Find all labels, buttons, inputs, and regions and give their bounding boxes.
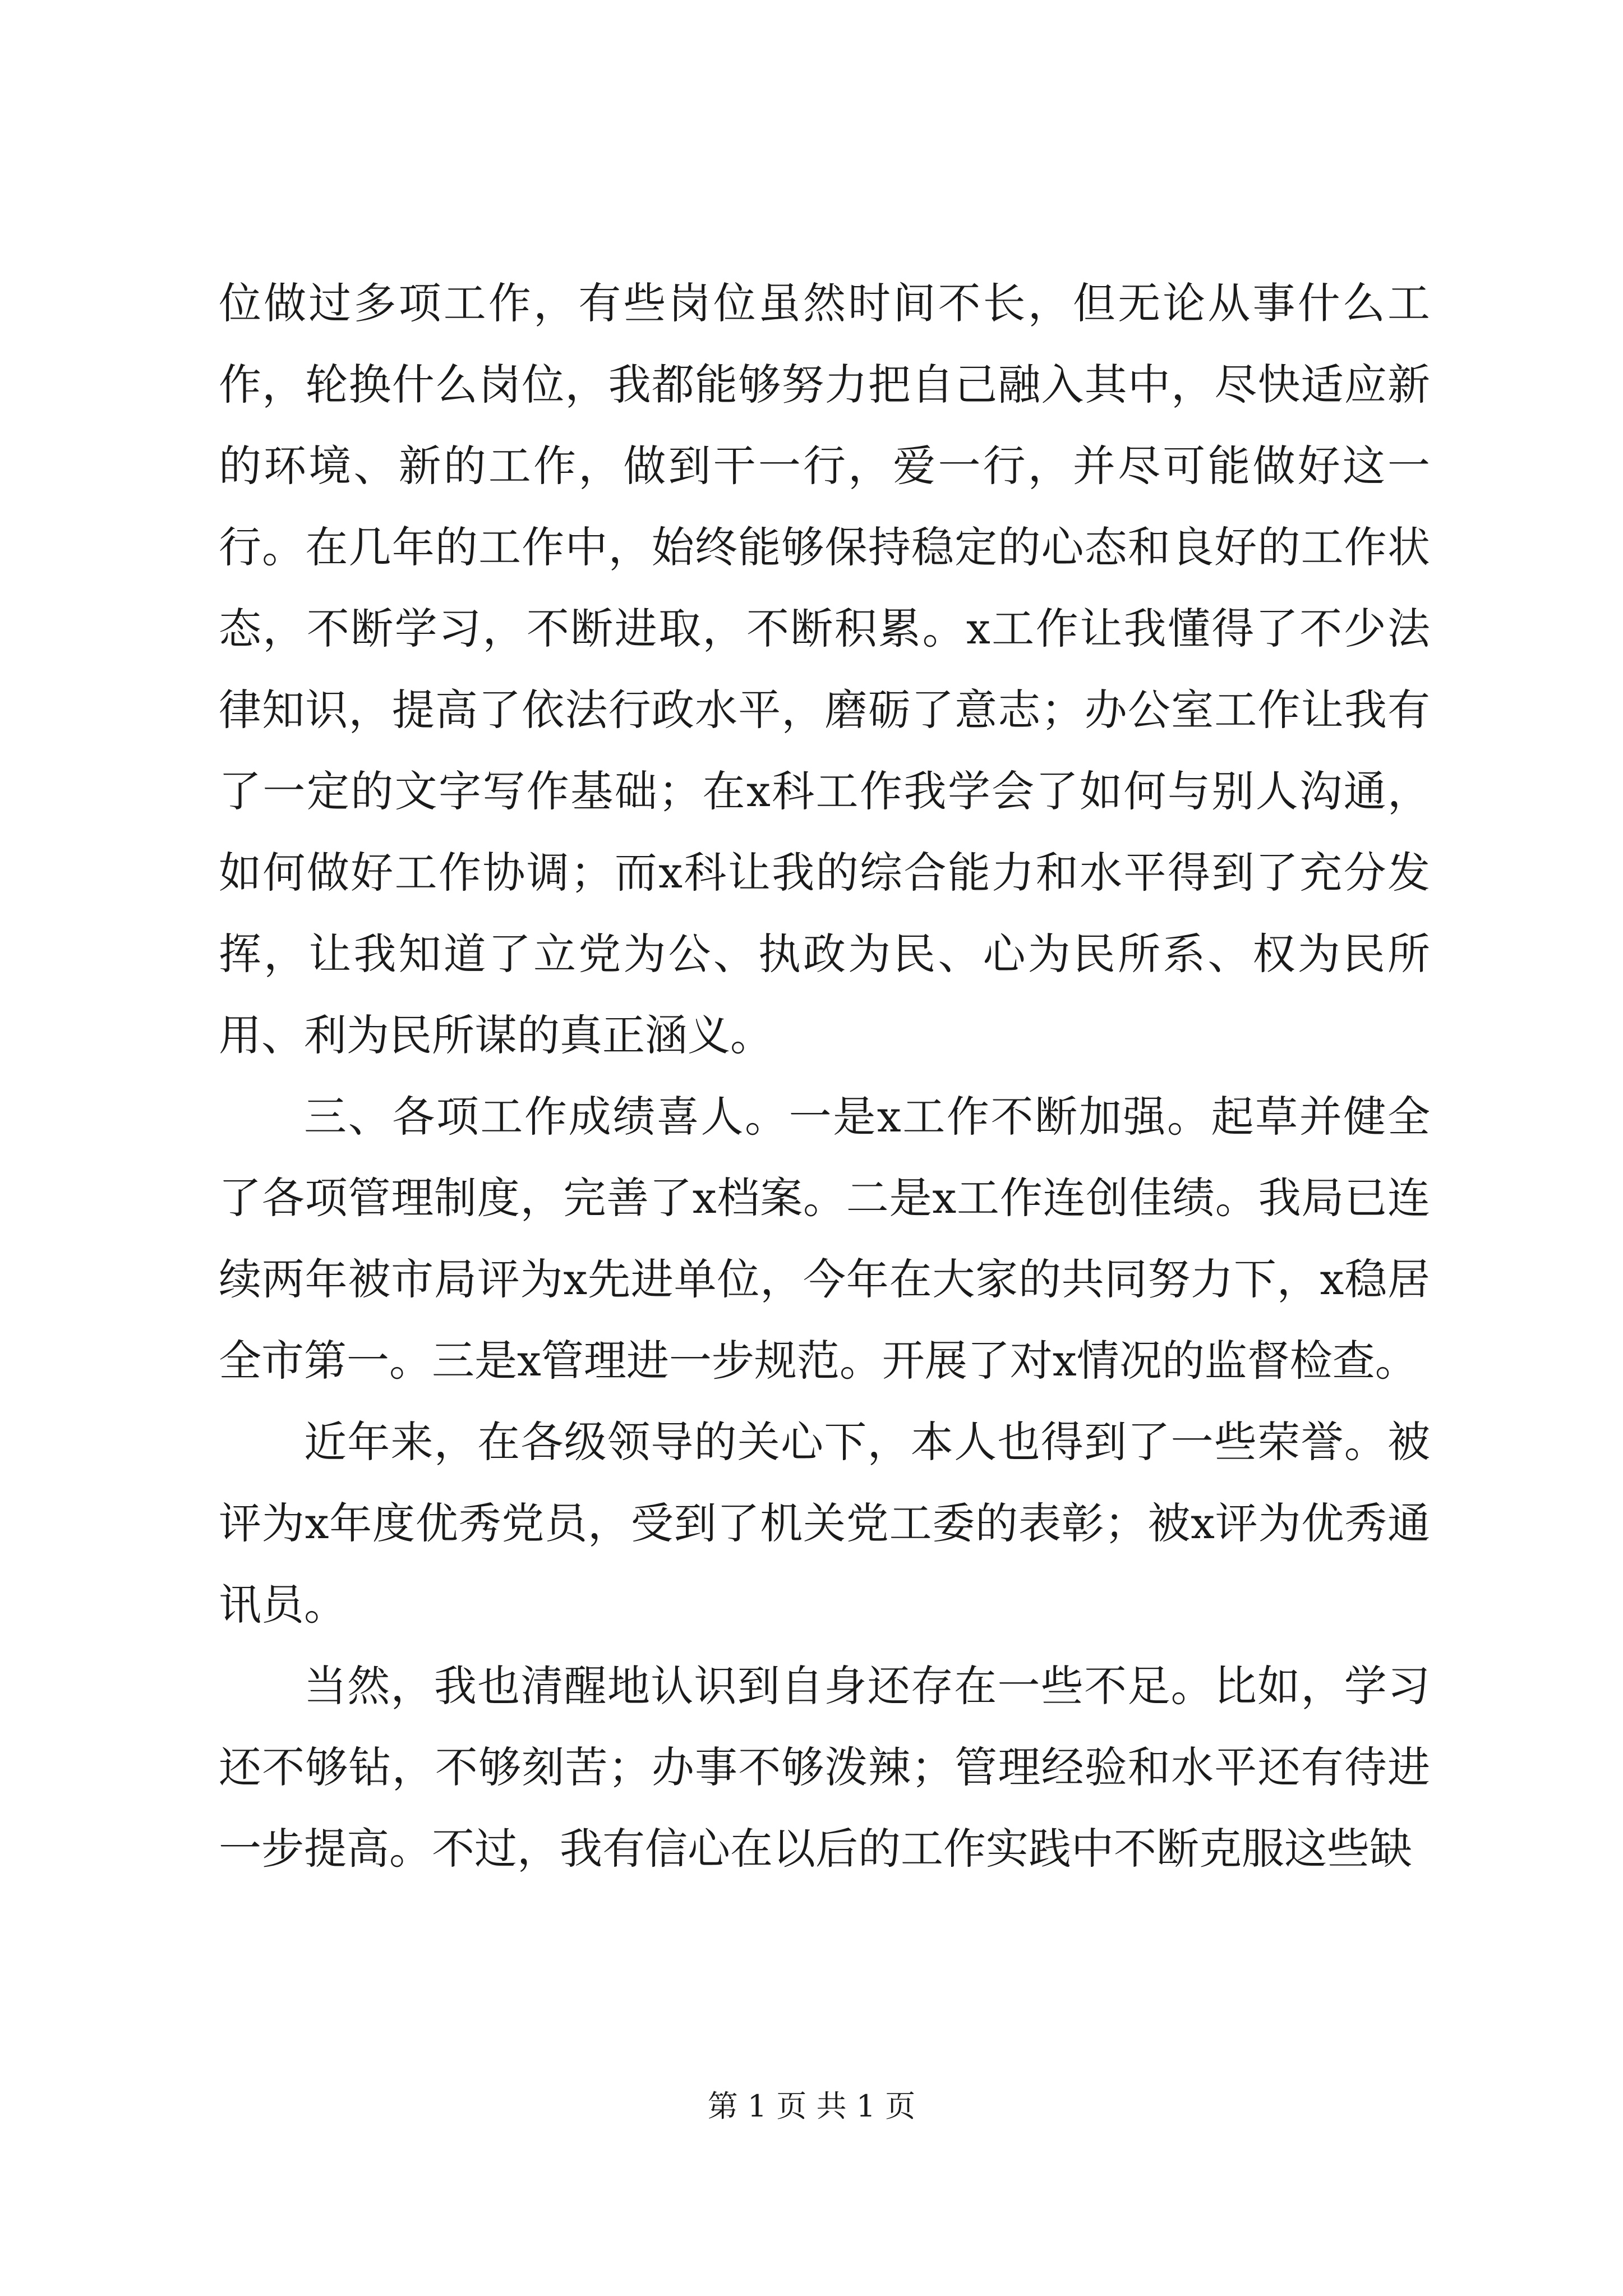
paragraph-honors: 近年来，在各级领导的关心下，本人也得到了一些荣誉。被评为x年度优秀党员，受到了机关党工委的表彰；被x评为优秀通讯员。 (219, 1417, 1430, 1630)
paragraph-shortcomings: 当然，我也清醒地认识到自身还存在一些不足。比如，学习还不够钻，不够刻苦；办事不够泼辣；管理经验和水平还有待进一步提高。不过，我有信心在以后的工作实践中不断克服这些缺 (219, 1661, 1430, 1874)
paragraph-continuation: 位做过多项工作，有些岗位虽然时间不长，但无论从事什么工作，轮换什么岗位，我都能够努力把自己融入其中，尽快适应新的环境、新的工作，做到干一行，爱一行，并尽可能做好这一行。在几年的工作中，始终能够保持稳定的心态和良好的工作状态，不断学习，不断进取，不断积累。x工作让我懂得了不少法律知识，提高了依法行政水平，磨砺了意志；办公室工作让我有了一定的文字写作基础；在x科工作我学会了如何与别人沟通，如何做好工作协调；而x科让我的综合能力和水平得到了充分发挥，让我知道了立党为公、执政为民、心为民所系、权为民所用、利为民所谋的真正涵义。 (219, 278, 1430, 1060)
paragraph-achievements: 三、各项工作成绩喜人。一是x工作不断加强。起草并健全了各项管理制度，完善了x档案。二是x工作连创佳绩。我局已连续两年被市局评为x先进单位，今年在大家的共同努力下，x稳居全市第一。三是x管理进一步规范。开展了对x情况的监督检查。 (219, 1092, 1430, 1386)
document-body (219, 263, 1430, 1889)
page-number-footer: 第 1 页 共 1 页 (707, 2088, 916, 2124)
